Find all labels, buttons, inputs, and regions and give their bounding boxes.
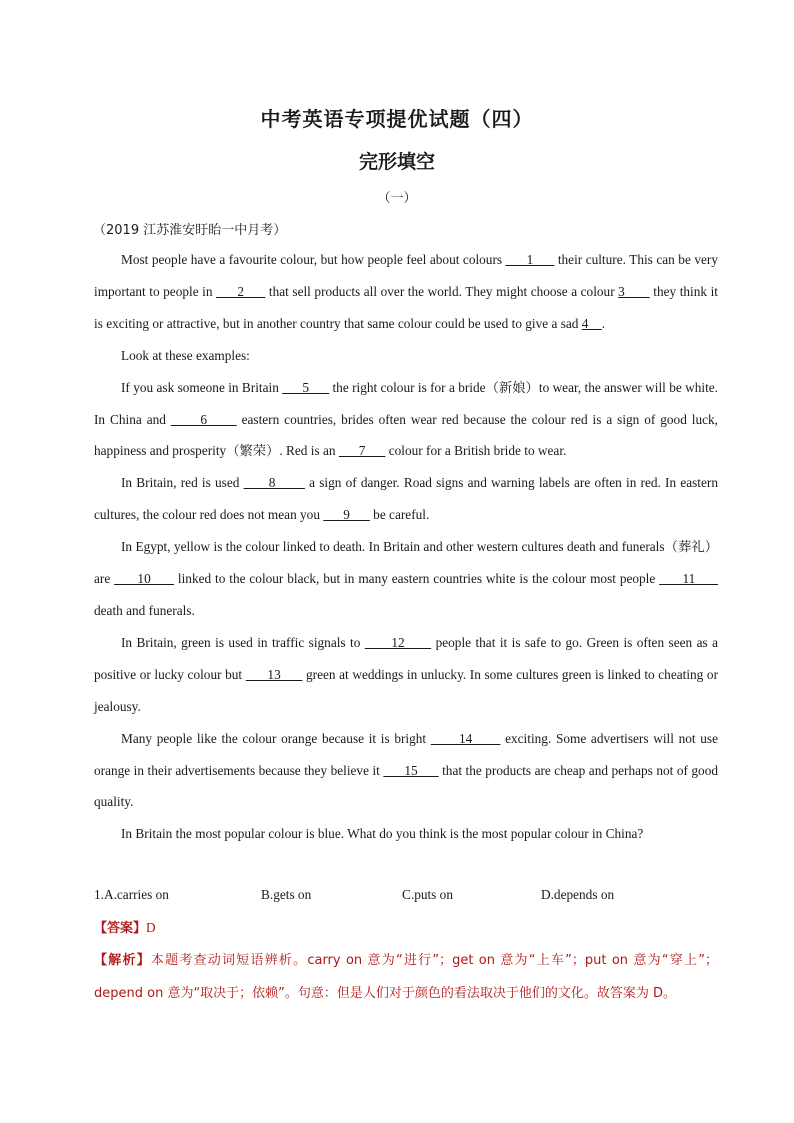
paragraph-4 (94, 467, 718, 531)
blank-10: 10 (114, 571, 175, 587)
option-a: 1.A.carries on (94, 887, 169, 902)
exam-source: （2019 江苏淮安盱眙一中月考） (93, 223, 287, 238)
analysis-text: 本题考查动词短语辨析。carry on 意为“进行”；get on 意为“上车”；put on 意为“穿上”；depend on 意为“取决于；依赖”。句意：但是人们对于颜色的看法取决于他们的文化。故答案为 D。 (94, 953, 718, 1001)
blank-6: 6 (170, 411, 237, 427)
blank-11: 11 (659, 571, 719, 587)
answer-line (94, 912, 156, 945)
blank-7: 7 (338, 443, 386, 459)
blank-8: 8 (243, 475, 305, 491)
paragraph-2: Look at these examples: (121, 347, 250, 363)
text-run: their culture. This can be very important to people in (94, 252, 718, 299)
text-run: . (601, 315, 606, 331)
text-run: green at weddings in unlucky. In some cultures green is linked to cheating or jealousy. (94, 666, 719, 714)
text-run: a sign of danger. Road signs and warning labels are often in red. In eastern cultures, the colour red does not mean you (94, 475, 718, 523)
analysis-block (94, 944, 718, 1010)
text-run: be careful. (369, 507, 430, 523)
text-run: they think it is exciting or attractive, but in another country that same colour could be used to give a sad (94, 283, 718, 331)
text-run: exciting. Some advertisers will not use orange in their advertisements because they believe it (94, 730, 718, 778)
paragraph-8: In Britain the most popular colour is blue. What do you think is the most popular colour in China? (121, 826, 644, 842)
paragraph-3 (94, 372, 718, 468)
text-run: In Britain, green is used in traffic signals to (121, 634, 365, 650)
blank-9: 9 (323, 507, 370, 523)
blank-15: 15 (383, 762, 439, 778)
text-run: death and funerals. (94, 602, 195, 618)
blank-4: 4 (581, 315, 602, 331)
text-run: linked to the colour black, but in many eastern countries white is the colour most people (174, 571, 660, 587)
text-run: Most people have a favourite colour, but how people feel about colours (121, 252, 506, 267)
paragraph-5 (94, 531, 718, 627)
paragraph-1 (94, 244, 718, 340)
blank-12: 12 (364, 634, 432, 650)
document-title: 中考英语专项提优试题（四） (260, 107, 534, 131)
option-c: C.puts on (402, 887, 453, 902)
text-run: In Egypt, yellow is the colour linked to death. In Britain and other western cultures death and funerals（葬礼）are (94, 539, 718, 587)
answer-label: 【答案】 (94, 921, 147, 936)
text-run: colour for a British bride to wear. (385, 443, 567, 459)
blank-13: 13 (245, 666, 303, 682)
paragraph-7 (94, 723, 718, 819)
text-run: people that it is safe to go. Green is often seen as a positive or lucky colour but (94, 634, 718, 682)
answer-value: D (146, 920, 156, 935)
text-run: that the products are cheap and perhaps not of good quality. (94, 762, 718, 810)
analysis-label: 【解析】 (94, 953, 151, 968)
text-run: If you ask someone in Britain (121, 379, 283, 395)
blank-2: 2 (216, 283, 266, 299)
text-run: Many people like the colour orange because it is bright (121, 730, 431, 746)
question-1-options (94, 881, 718, 911)
text-run: that sell products all over the world. They might choose a colour (265, 283, 619, 299)
text-run: In Britain, red is used (121, 475, 244, 491)
option-d: D.depends on (541, 887, 615, 902)
option-b: B.gets on (261, 887, 312, 902)
text-run: eastern countries, brides often wear red because the colour red is a sign of good luck, happiness and prosperity（繁荣）. Red is an (94, 411, 718, 459)
document-subtitle: 完形填空 (358, 151, 435, 173)
section-number: （一） (377, 191, 417, 206)
paragraph-6 (94, 627, 718, 723)
text-run: the right colour is for a bride（新娘）to wear, the answer will be white. In China and (94, 379, 718, 427)
blank-14: 14 (430, 730, 501, 746)
blank-5: 5 (282, 379, 330, 395)
blank-1: 1 (505, 252, 555, 267)
cloze-passage (94, 244, 718, 850)
blank-3: 3 (618, 283, 650, 299)
